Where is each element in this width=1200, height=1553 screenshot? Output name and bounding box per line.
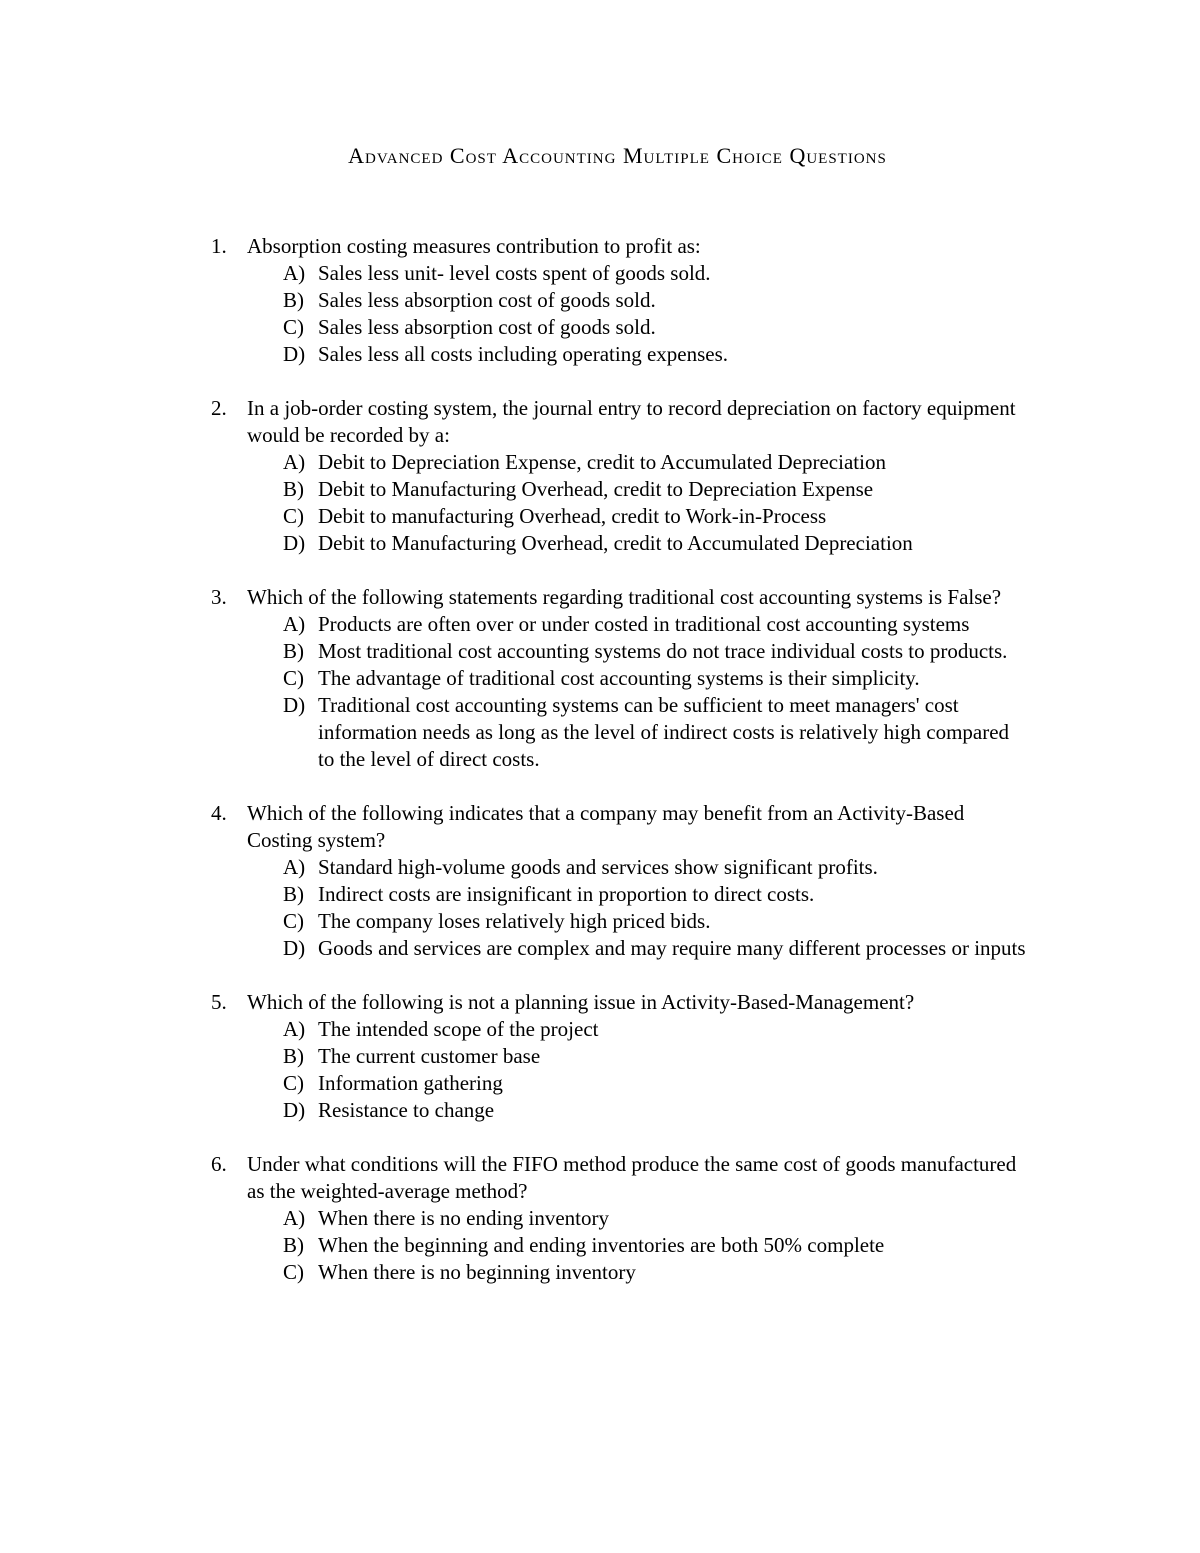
choice-list (0, 611, 1200, 773)
document-title: Advanced Cost Accounting Multiple Choice Questions (348, 143, 887, 168)
choice-item (0, 449, 1200, 476)
choice-item (0, 692, 1200, 773)
choice-item (0, 530, 1200, 557)
choice-letter: D) (283, 342, 306, 366)
choice-text: Sales less unit- level costs spent of goods sold. (318, 261, 711, 285)
question-5 (0, 989, 1200, 1124)
choice-text: Information gathering (318, 1071, 503, 1095)
choice-letter: A) (283, 450, 306, 474)
choice-list (0, 1205, 1200, 1286)
choice-item (0, 908, 1200, 935)
choice-item (0, 260, 1200, 287)
choice-letter: A) (283, 612, 306, 636)
choice-text: Standard high-volume goods and services show significant profits. (318, 855, 878, 879)
choice-text: Most traditional cost accounting systems do not trace individual costs to products. (318, 639, 1008, 663)
choice-letter: D) (283, 1098, 306, 1122)
choice-text: The company loses relatively high priced bids. (318, 909, 711, 933)
choice-letter: A) (283, 1206, 306, 1230)
choice-letter: A) (283, 855, 306, 879)
choice-item (0, 1070, 1200, 1097)
choice-item (0, 476, 1200, 503)
choice-item (0, 1016, 1200, 1043)
question-number: 3. (211, 585, 227, 609)
choice-text: Debit to Manufacturing Overhead, credit to Depreciation Expense (318, 477, 874, 501)
choice-item (0, 1097, 1200, 1124)
question-3 (0, 584, 1200, 773)
question-list (0, 233, 1200, 1313)
question-number: 2. (211, 396, 227, 420)
question-text: Which of the following indicates that a company may benefit from an Activity-Based Costing system? (247, 801, 965, 852)
question-4 (0, 800, 1200, 962)
choice-item (0, 854, 1200, 881)
choice-item (0, 314, 1200, 341)
question-number: 5. (211, 990, 227, 1014)
choice-text: When there is no ending inventory (318, 1206, 610, 1230)
choice-letter: C) (283, 1071, 304, 1095)
choice-item (0, 1205, 1200, 1232)
question-number: 4. (211, 801, 227, 825)
choice-letter: C) (283, 909, 304, 933)
choice-letter: A) (283, 1017, 306, 1041)
question-text: Which of the following is not a planning issue in Activity-Based-Management? (247, 990, 915, 1014)
choice-text: When the beginning and ending inventories are both 50% complete (318, 1233, 885, 1257)
choice-letter: C) (283, 315, 304, 339)
choice-letter: B) (283, 639, 304, 663)
choice-letter: B) (283, 1044, 304, 1068)
choice-item (0, 638, 1200, 665)
choice-text: Debit to Manufacturing Overhead, credit to Accumulated Depreciation (318, 531, 913, 555)
choice-item (0, 1232, 1200, 1259)
choice-list (0, 854, 1200, 962)
choice-item (0, 287, 1200, 314)
choice-item (0, 935, 1200, 962)
question-6 (0, 1151, 1200, 1286)
choice-text: Debit to manufacturing Overhead, credit to Work-in-Process (318, 504, 827, 528)
question-text: Under what conditions will the FIFO method produce the same cost of goods manufactured as the weighted-average method? (247, 1152, 1017, 1203)
choice-item (0, 341, 1200, 368)
choice-text: Goods and services are complex and may require many different processes or inputs (318, 936, 1026, 960)
choice-letter: A) (283, 261, 306, 285)
choice-text: The current customer base (318, 1044, 541, 1068)
choice-item (0, 881, 1200, 908)
choice-text: When there is no beginning inventory (318, 1260, 636, 1284)
choice-letter: B) (283, 1233, 304, 1257)
question-1 (0, 233, 1200, 368)
choice-item (0, 1043, 1200, 1070)
question-text: In a job-order costing system, the journal entry to record depreciation on factory equipment would be recorded by a: (247, 396, 1016, 447)
question-2 (0, 395, 1200, 557)
choice-letter: B) (283, 882, 304, 906)
choice-text: The intended scope of the project (318, 1017, 599, 1041)
choice-text: The advantage of traditional cost accounting systems is their simplicity. (318, 666, 920, 690)
choice-list (0, 1016, 1200, 1124)
choice-text: Sales less absorption cost of goods sold. (318, 315, 656, 339)
question-text: Absorption costing measures contribution to profit as: (247, 234, 701, 258)
choice-text: Sales less all costs including operating expenses. (318, 342, 729, 366)
choice-letter: D) (283, 936, 306, 960)
question-number: 6. (211, 1152, 227, 1176)
choice-letter: B) (283, 477, 304, 501)
choice-item (0, 503, 1200, 530)
choice-letter: C) (283, 666, 304, 690)
choice-letter: C) (283, 1260, 304, 1284)
choice-text: Sales less absorption cost of goods sold. (318, 288, 656, 312)
choice-letter: C) (283, 504, 304, 528)
choice-list (0, 449, 1200, 557)
choice-item (0, 1259, 1200, 1286)
choice-letter: B) (283, 288, 304, 312)
choice-text: Traditional cost accounting systems can be sufficient to meet managers' cost information needs as long as the level of indirect costs is relatively high compared to the level of direct costs. (318, 693, 1010, 771)
choice-letter: D) (283, 531, 306, 555)
choice-text: Debit to Depreciation Expense, credit to Accumulated Depreciation (318, 450, 886, 474)
choice-item (0, 611, 1200, 638)
choice-text: Products are often over or under costed in traditional cost accounting systems (318, 612, 970, 636)
choice-letter: D) (283, 693, 306, 717)
choice-item (0, 665, 1200, 692)
question-text: Which of the following statements regarding traditional cost accounting systems is False? (247, 585, 1002, 609)
choice-text: Indirect costs are insignificant in proportion to direct costs. (318, 882, 815, 906)
choice-text: Resistance to change (318, 1098, 495, 1122)
question-number: 1. (211, 234, 227, 258)
choice-list (0, 260, 1200, 368)
